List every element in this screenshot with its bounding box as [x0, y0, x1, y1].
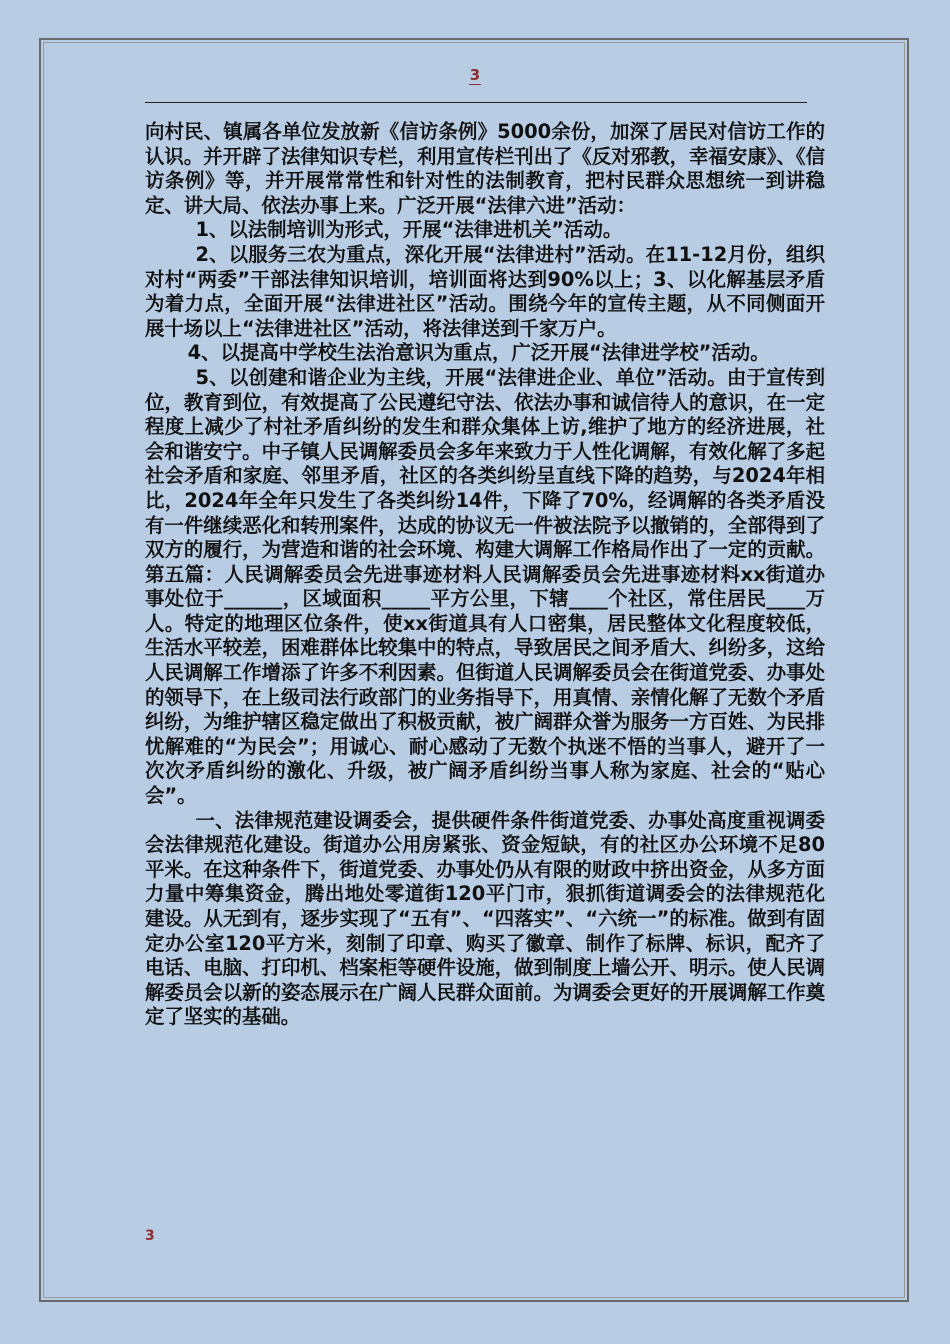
paragraph-3: 2、以服务三农为重点，深化开展“法律进村”活动。在11-12月份，组织对村“两委”干部法律知识培训，培训面将达到90%以上；3、以化解基层矛盾为着力点，全面开展“法律进社区”活动。围绕今年的宣传主题，从不同侧面开展十场以上“法律进社区”活动，将法律送到千家万户。	[145, 242, 825, 340]
document-body	[145, 120, 825, 1030]
header-divider	[145, 102, 807, 103]
paragraph-4: 4、以提高中学校生法治意识为重点，广泛开展“法律进学校”活动。	[187, 341, 770, 365]
paragraph-1: 向村民、镇属各单位发放新《信访条例》5000余份，加深了居民对信访工作的认识。并开辟了法律知识专栏，利用宣传栏刊出了《反对邪教，幸福安康》、《信访条例》等，并开展常常性和针对性的法制教育，把村民群众思想统一到讲稳定、讲大局、依法办事上来。广泛开展“法律六进”活动：	[145, 120, 825, 217]
paragraph-2: 1、以法制培训为形式，开展“法律进机关”活动。	[195, 218, 623, 242]
paragraph-5: 5、以创建和谐企业为主线，开展“法律进企业、单位”活动。由于宣传到位，教育到位，有效提高了公民遵纪守法、依法办事和诚信待人的意识，在一定程度上减少了村社矛盾纠纷的发生和群众集体上访,维护了地方的经济进展，社会和谐安宁。中子镇人民调解委员会多年来致力于人性化调解，有效化解了多起社会矛盾和家庭、邻里矛盾，社区的各类纠纷呈直线下降的趋势，与2024年相比，2024年全年只发生了各类纠纷14件，下降了70%，经调解的各类矛盾没有一件继续恶化和转刑案件，达成的协议无一件被法院予以撤销的，全部得到了双方的履行，为营造和谐的社会环境、构建大调解工作格局作出了一定的贡献。第五篇：人民调解委员会先进事迹材料人民调解委员会先进事迹材料xx街道办事处位于______，区域面积_____平方公里，下辖____个社区，常住居民____万人。特定的地理区位条件，使xx街道具有人口密集，居民整体文化程度较低，生活水平较差，困难群体比较集中的特点，导致居民之间矛盾大、纠纷多，这给人民调解工作增添了许多不利因素。但街道人民调解委员会在街道党委、办事处的领导下，在上级司法行政部门的业务指导下，用真情、亲情化解了无数个矛盾纠纷，为维护辖区稳定做出了积极贡献，被广阔群众誉为服务一方百姓、为民排忧解难的“为民会”；用诚心、耐心感动了无数个执迷不悟的当事人，避开了一次次矛盾纠纷的激化、升级，被广阔矛盾纠纷当事人称为家庭、社会的“贴心会”。	[145, 365, 825, 808]
header-page-number	[0, 66, 950, 84]
paragraph-6: 一、法律规范建设调委会，提供硬件条件街道党委、办事处高度重视调委会法律规范化建设。街道办公用房紧张、资金短缺，有的社区办公环境不足80平米。在这种条件下，街道党委、办事处仍从有限的财政中挤出资金，从多方面力量中筹集资金，腾出地处零道街120平门市，狠抓街道调委会的法律规范化建设。从无到有，逐步实现了“五有”、“四落实”、“六统一”的标准。做到有固定办公室120平方米，刻制了印章、购买了徽章、制作了标牌、标识，配齐了电话、电脑、打印机、档案柜等硬件设施，做到制度上墙公开、明示。使人民调解委员会以新的姿态展示在广阔人民群众面前。为调委会更好的开展调解工作奠定了坚实的基础。	[145, 808, 825, 1029]
footer-page-number: 3	[145, 1228, 155, 1244]
header-page-number-text: 3	[469, 66, 481, 84]
